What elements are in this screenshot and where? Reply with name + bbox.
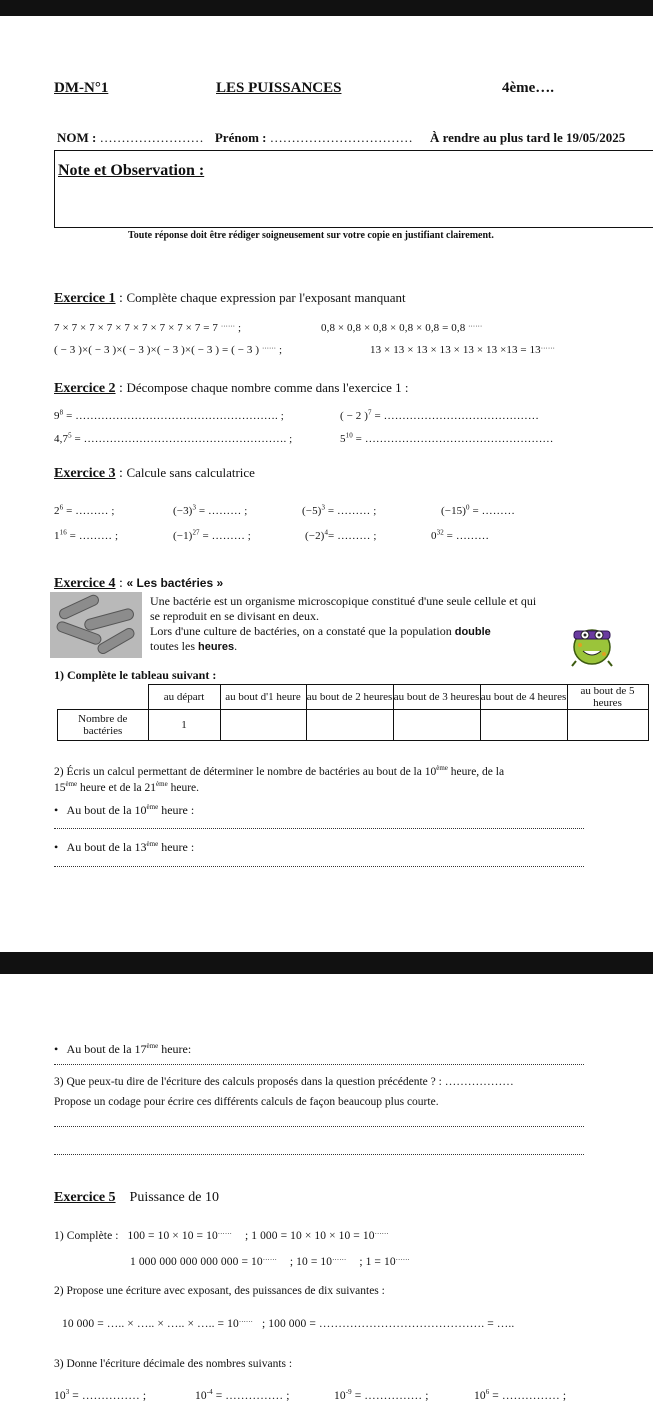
ex2-c-base: 4,7 — [54, 433, 69, 445]
ex3-item-2 — [173, 505, 247, 517]
ex5-q1-line1 — [54, 1230, 389, 1242]
ex2-d-base: 5 — [340, 433, 346, 445]
ex3-exp: 16 — [59, 528, 67, 537]
table-corner — [58, 685, 149, 710]
ex3-base: 0 — [431, 530, 437, 542]
ex3-item-8 — [431, 530, 489, 542]
ex1-expr-a: 7 × 7 × 7 × 7 × 7 × 7 × 7 × 7 × 7 = 7 — [54, 322, 221, 334]
ex2-b — [340, 410, 539, 422]
nom-label: NOM : — [57, 130, 97, 145]
ex4-q1: 1) Complète le tableau suivant : — [54, 668, 217, 682]
prenom-label: Prénom : — [214, 130, 267, 145]
ex1-exp-b[interactable]: …… — [468, 320, 483, 329]
ex2-b-answer[interactable]: = …………………………………… — [371, 410, 539, 422]
ex5-q3-item-2 — [195, 1390, 290, 1402]
ex1-sep-c: ; — [276, 344, 283, 356]
ex3-exp: 3 — [321, 503, 326, 512]
ex3-item-6 — [173, 530, 251, 542]
ex4-heading — [54, 576, 223, 592]
ex4-bullet-10 — [54, 803, 194, 818]
ex4-bullet-13 — [54, 840, 194, 855]
ex5-q1-d: ; 10 = 10 — [289, 1256, 333, 1268]
ex3-answer[interactable]: = ……… ; — [196, 505, 248, 517]
ex1-line2a — [54, 344, 282, 356]
ex3-item-3 — [302, 505, 376, 517]
ex5-q1-b: ; 1 000 = 10 × 10 × 10 = 10 — [244, 1230, 375, 1242]
ex5-q1-d-exp[interactable]: …… — [332, 1254, 347, 1263]
ex4-q2a-sup: ème — [436, 764, 448, 773]
ex4-q2b: heure, de la — [447, 766, 505, 778]
bacteria-photo — [50, 592, 142, 658]
ex2-title: Exercice 2 — [54, 381, 116, 396]
ex2-c — [54, 433, 292, 445]
due-date: À rendre au plus tard le 19/05/2025 — [429, 130, 626, 145]
ex5-q3-exp: 3 — [65, 1388, 70, 1397]
dm-number: DM-N°1 — [54, 80, 109, 96]
ex3-item-4 — [441, 505, 515, 517]
ex4-b2-end: heure : — [158, 840, 195, 854]
ex1-line1b — [321, 322, 482, 334]
ex3-base: 1 — [54, 530, 60, 542]
ex3-item-5 — [54, 530, 118, 542]
germ-cartoon-icon — [566, 621, 618, 667]
ex2-a — [54, 410, 284, 422]
ex5-q3-base: 10 — [195, 1390, 207, 1402]
ex3-base: (−3) — [173, 505, 193, 517]
ex2-heading — [54, 380, 409, 397]
table-header: au bout de 4 heures — [480, 685, 567, 710]
ex5-q2-a-exp[interactable]: …… — [238, 1316, 254, 1325]
ex5-q3-answer[interactable]: = …………… ; — [69, 1390, 147, 1402]
table-header: au bout d'1 heure — [220, 685, 306, 710]
grade-level: 4ème…. — [502, 80, 555, 96]
ex3-sep: : — [115, 466, 127, 481]
ex5-q3-exp: 6 — [485, 1388, 490, 1397]
ex3-exp: 4 — [324, 528, 329, 537]
ex3-statement: Calcule sans calculatrice — [126, 465, 255, 480]
ex5-q1-c-exp[interactable]: …… — [262, 1254, 277, 1263]
ex3-base: (−2) — [305, 530, 325, 542]
ex4-para-4c: . — [234, 639, 238, 653]
answer-line[interactable] — [54, 1064, 584, 1065]
ex4-sep: : — [115, 576, 127, 591]
ex5-q2-a: 10 000 = ….. × ….. × ….. × ….. = 10 — [62, 1318, 239, 1330]
ex3-answer[interactable]: = ……… ; — [66, 530, 119, 542]
ex2-a-exp: 8 — [59, 408, 64, 417]
note-label: Note et Observation : — [58, 162, 205, 179]
ex1-expr-d: 13 × 13 × 13 × 13 × 13 × 13 ×13 = 13 — [370, 344, 541, 356]
answer-line[interactable] — [54, 1154, 584, 1155]
table-cell[interactable] — [567, 710, 648, 741]
ex3-exp: 32 — [436, 528, 444, 537]
ex4-title: Exercice 4 — [54, 576, 116, 591]
table-header: au bout de 2 heures — [306, 685, 393, 710]
ex1-exp-a[interactable]: …… — [220, 320, 236, 329]
ex1-sep-a: ; — [235, 322, 242, 334]
ex3-answer[interactable]: = ……… ; — [328, 530, 377, 542]
ex3-exp: 27 — [192, 528, 200, 537]
ex5-q1-c: 1 000 000 000 000 000 = 10 — [130, 1256, 263, 1268]
ex4-b3-end: heure: — [158, 1042, 192, 1056]
nom-field[interactable]: …………………… — [99, 130, 204, 145]
ex4-q2-line2 — [54, 782, 199, 794]
ex4-q2a: 2) Écris un calcul permettant de déterminer le nombre de bactéries au bout de la 10 — [54, 766, 437, 778]
ex3-base: 2 — [54, 505, 60, 517]
ex2-c-answer[interactable]: = ………………………………………………. ; — [71, 433, 293, 445]
answer-line[interactable] — [54, 866, 584, 867]
ex1-heading — [54, 290, 406, 307]
table-cell: 1 — [148, 710, 220, 741]
ex4-para-3a: Lors d'une culture de bactéries, on a constaté que la population — [150, 624, 455, 638]
ex4-q2e: heure. — [167, 782, 200, 794]
answer-line[interactable] — [54, 1126, 584, 1127]
ex1-line1a — [54, 322, 241, 334]
ex3-item-7 — [305, 530, 377, 542]
ex5-q3-item-4 — [474, 1390, 566, 1402]
ex1-expr-c: ( − 3 )×( − 3 )×( − 3 )×( − 3 )×( − 3 ) = ( − 3 ) — [54, 344, 262, 356]
ex3-heading — [54, 465, 255, 482]
answer-line[interactable] — [54, 828, 584, 829]
ex3-answer[interactable]: = ……… ; — [199, 530, 251, 542]
ex5-q1-a: 100 = 10 × 10 = 10 — [127, 1230, 218, 1242]
table-cell[interactable] — [393, 710, 480, 741]
ex3-base: (−15) — [441, 505, 467, 517]
ex4-para-2: se reproduit en se divisant en deux. — [150, 609, 319, 623]
ex4-q2c-sup: ème — [65, 780, 78, 789]
ex4-b3-sup: ème — [146, 1042, 159, 1050]
ex1-expr-b: 0,8 × 0,8 × 0,8 × 0,8 × 0,8 = 0,8 — [321, 322, 469, 334]
ex4-para-4 — [150, 639, 237, 654]
ex5-q3: 3) Donne l'écriture décimale des nombres suivants : — [54, 1358, 293, 1370]
ex4-q2d: heure et de la 21 — [77, 782, 157, 794]
ex4-b1: Au bout de la 10 — [66, 803, 147, 817]
table-row — [58, 710, 649, 741]
ex2-sep: : — [115, 381, 127, 396]
table-cell[interactable] — [220, 710, 306, 741]
ex1-exp-d[interactable]: …… — [540, 342, 555, 351]
ex4-q2c: 15 — [54, 782, 66, 794]
ex5-q1-e: ; 1 = 10 — [359, 1256, 396, 1268]
ex5-q3-exp: -4 — [206, 1388, 213, 1397]
ex5-q3-item-3 — [334, 1390, 429, 1402]
ex5-subtitle: Puissance de 10 — [129, 1190, 219, 1205]
ex5-q1-b-exp[interactable]: …… — [374, 1228, 389, 1237]
ex3-item-1 — [54, 505, 115, 517]
ex5-q3-base: 10 — [334, 1390, 346, 1402]
bacteria-table — [57, 684, 649, 741]
ex1-line2b — [370, 344, 555, 356]
ex2-d-exp: 10 — [345, 431, 353, 440]
ex2-d-answer[interactable]: = …………………………………………… — [352, 433, 554, 445]
ex2-a-answer[interactable]: = ………………………………………………. ; — [63, 410, 284, 422]
ex4-q2d-sup: ème — [156, 780, 168, 789]
ex4-subtitle: « Les bactéries » — [126, 576, 224, 590]
identity-row — [57, 130, 625, 146]
ex5-q1-line2 — [130, 1256, 410, 1268]
ex2-b-exp: 7 — [367, 408, 372, 417]
ex1-statement: Complète chaque expression par l'exposant manquant — [126, 290, 406, 305]
page-title: LES PUISSANCES — [216, 80, 342, 96]
ex3-exp: 0 — [466, 503, 470, 512]
table-header-row — [58, 685, 649, 710]
ex1-title: Exercice 1 — [54, 291, 116, 306]
ex5-q2-b[interactable]: ; 100 000 = ……………………………………. = ….. — [262, 1318, 515, 1330]
ex3-answer[interactable]: = ……… ; — [325, 505, 377, 517]
ex2-statement: Décompose chaque nombre comme dans l'exercice 1 : — [126, 380, 409, 395]
ex4-para-4a: toutes les — [150, 639, 198, 653]
ex4-b1-sup: ème — [146, 803, 159, 811]
ex2-d — [340, 433, 554, 445]
ex3-answer[interactable]: = ……… — [469, 505, 515, 517]
ex3-exp: 6 — [59, 503, 64, 512]
ex2-b-base: ( − 2 ) — [340, 410, 368, 422]
top-border — [0, 0, 653, 16]
ex3-answer[interactable]: = ……… — [443, 530, 490, 542]
table-header: au bout de 3 heures — [393, 685, 480, 710]
ex3-base: (−5) — [302, 505, 322, 517]
ex5-heading — [54, 1190, 219, 1206]
ex5-q1-label: 1) Complète : — [54, 1230, 119, 1242]
ex5-q3-answer[interactable]: = …………… ; — [489, 1390, 567, 1402]
prenom-field[interactable]: …………………………… — [269, 130, 413, 145]
page-separator — [0, 952, 653, 974]
ex5-title: Exercice 5 — [54, 1190, 116, 1205]
ex1-sep: : — [115, 291, 127, 306]
ex4-para-3 — [150, 624, 491, 639]
ex5-q3-answer[interactable]: = …………… ; — [212, 1390, 290, 1402]
table-row-label: Nombre de bactéries — [58, 710, 149, 741]
table-header: au départ — [148, 685, 220, 710]
table-cell[interactable] — [480, 710, 567, 741]
ex4-q2-line1 — [54, 766, 504, 778]
ex4-bullet-17 — [54, 1042, 191, 1057]
ex4-heures: heures — [198, 641, 235, 653]
ex5-q2-line — [62, 1318, 514, 1330]
ex4-q3b: Propose un codage pour écrire ces différents calculs de façon beaucoup plus courte. — [54, 1096, 439, 1108]
ex5-q3-item-1 — [54, 1390, 146, 1402]
ex5-q3-exp: -9 — [345, 1388, 352, 1397]
ex3-exp: 3 — [192, 503, 197, 512]
ex4-b3: Au bout de la 17 — [66, 1042, 147, 1056]
ex5-q3-answer[interactable]: = …………… ; — [351, 1390, 429, 1402]
ex4-b1-end: heure : — [158, 803, 195, 817]
ex5-q2: 2) Propose une écriture avec exposant, des puissances de dix suivantes : — [54, 1285, 385, 1297]
ex5-q3-base: 10 — [474, 1390, 486, 1402]
ex4-b2-sup: ème — [146, 840, 159, 848]
ex2-c-exp: 5 — [68, 431, 72, 440]
ex2-a-base: 9 — [54, 410, 60, 422]
ex4-q3: 3) Que peux-tu dire de l'écriture des calculs proposés dans la question précédente ? : ……………… — [54, 1076, 514, 1088]
ex4-b2: Au bout de la 13 — [66, 840, 147, 854]
ex4-double: double — [454, 626, 491, 638]
ex3-base: (−1) — [173, 530, 193, 542]
instruction: Toute réponse doit être rédiger soigneusement sur votre copie en justifiant clairement. — [128, 230, 494, 241]
ex1-exp-c[interactable]: …… — [261, 342, 277, 351]
ex5-q1-e-exp[interactable]: …… — [395, 1254, 410, 1263]
ex4-para-1: Une bactérie est un organisme microscopique constitué d'une seule cellule et qui — [150, 594, 537, 608]
ex3-title: Exercice 3 — [54, 466, 116, 481]
table-cell[interactable] — [306, 710, 393, 741]
ex5-q3-base: 10 — [54, 1390, 66, 1402]
table-header: au bout de 5 heures — [567, 685, 648, 710]
ex5-q1-a-exp[interactable]: …… — [217, 1228, 232, 1237]
ex3-answer[interactable]: = ……… ; — [63, 505, 115, 517]
